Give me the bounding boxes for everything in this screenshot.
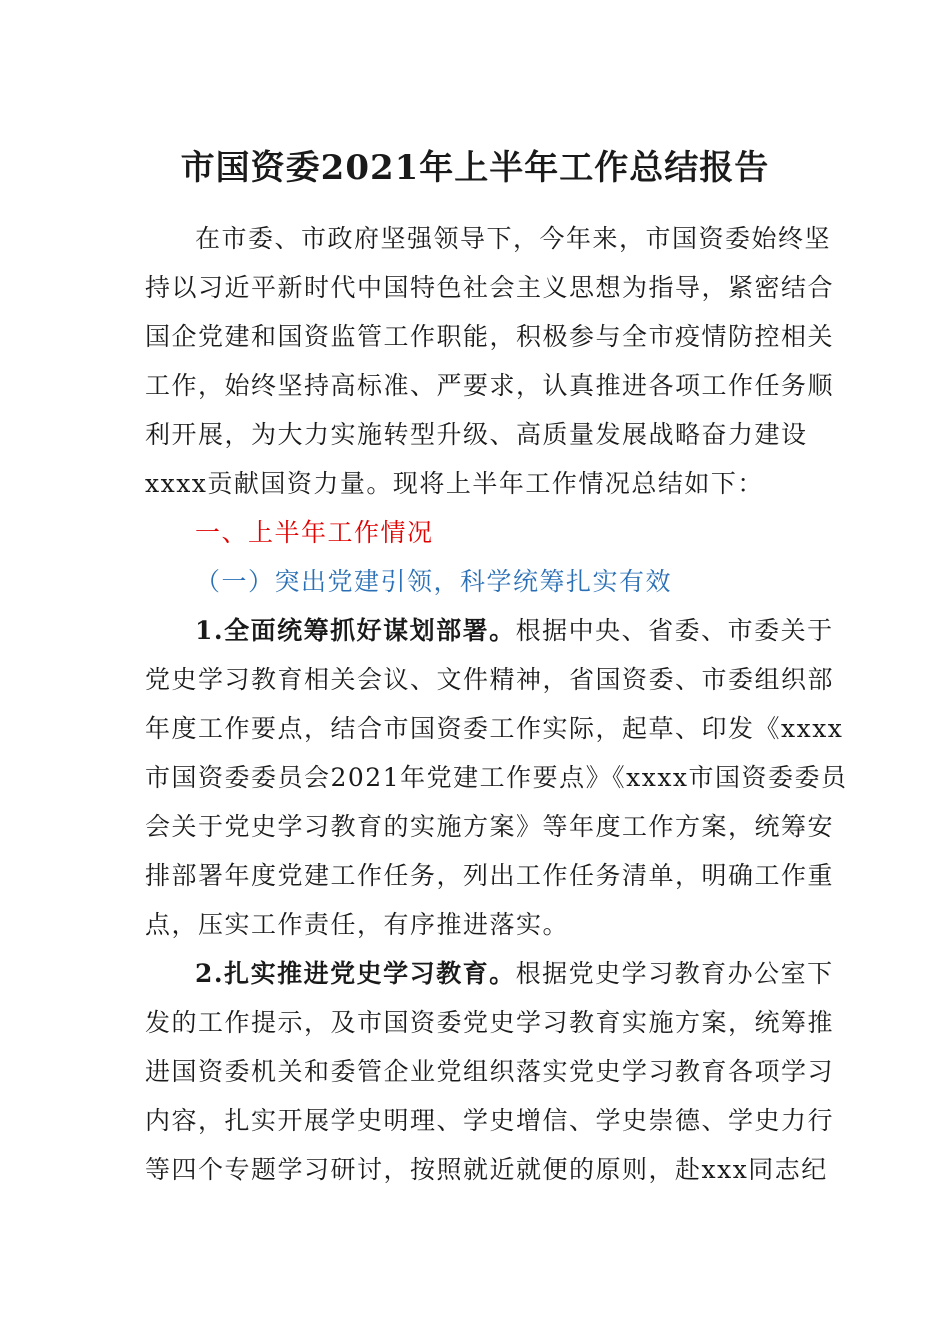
item-first-line bbox=[145, 949, 834, 998]
item-line: 等四个专题学习研讨，按照就近就便的原则，赴xxx同志纪 bbox=[145, 1155, 828, 1184]
item-lead: 2.扎实推进党史学习教育。 bbox=[195, 959, 516, 988]
item-line: 会关于党史学习教育的实施方案》等年度工作方案，统筹安 bbox=[145, 812, 835, 841]
section-heading: 一、上半年工作情况 bbox=[195, 518, 434, 547]
intro-line: 利开展，为大力实施转型升级、高质量发展战略奋力建设 bbox=[145, 420, 808, 449]
document-body bbox=[145, 214, 848, 1194]
item-first-line bbox=[145, 606, 834, 655]
item-line: 点，压实工作责任，有序推进落实。 bbox=[145, 910, 570, 939]
intro-line: 国企党建和国资监管工作职能，积极参与全市疫情防控相关 bbox=[145, 322, 835, 351]
item-text: 根据中央、省委、市委关于 bbox=[515, 616, 834, 645]
item-line: 党史学习教育相关会议、文件精神，省国资委、市委组织部 bbox=[145, 665, 835, 694]
item-line: 年度工作要点，结合市国资委工作实际，起草、印发《xxxx bbox=[145, 714, 844, 743]
subsection-heading: （一）突出党建引领，科学统筹扎实有效 bbox=[195, 567, 673, 596]
intro-line: xxxx贡献国资力量。现将上半年工作情况总结如下： bbox=[145, 469, 764, 498]
item-lead: 1.全面统筹抓好谋划部署。 bbox=[195, 616, 516, 645]
intro-line: 在市委、市政府坚强领导下，今年来，市国资委始终坚 bbox=[195, 224, 832, 253]
item-line: 进国资委机关和委管企业党组织落实党史学习教育各项学习 bbox=[145, 1057, 835, 1086]
document-title: 市国资委2021年上半年工作总结报告 bbox=[180, 148, 770, 188]
item-line: 排部署年度党建工作任务，列出工作任务清单，明确工作重 bbox=[145, 861, 835, 890]
item-line: 市国资委委员会2021年党建工作要点》《xxxx市国资委委员 bbox=[145, 763, 848, 792]
item-text: 根据党史学习教育办公室下 bbox=[515, 959, 834, 988]
item-line: 发的工作提示，及市国资委党史学习教育实施方案，统筹推 bbox=[145, 1008, 835, 1037]
intro-line: 持以习近平新时代中国特色社会主义思想为指导，紧密结合 bbox=[145, 273, 835, 302]
intro-line: 工作，始终坚持高标准、严要求，认真推进各项工作任务顺 bbox=[145, 371, 835, 400]
item-line: 内容，扎实开展学史明理、学史增信、学史崇德、学史力行 bbox=[145, 1106, 835, 1135]
